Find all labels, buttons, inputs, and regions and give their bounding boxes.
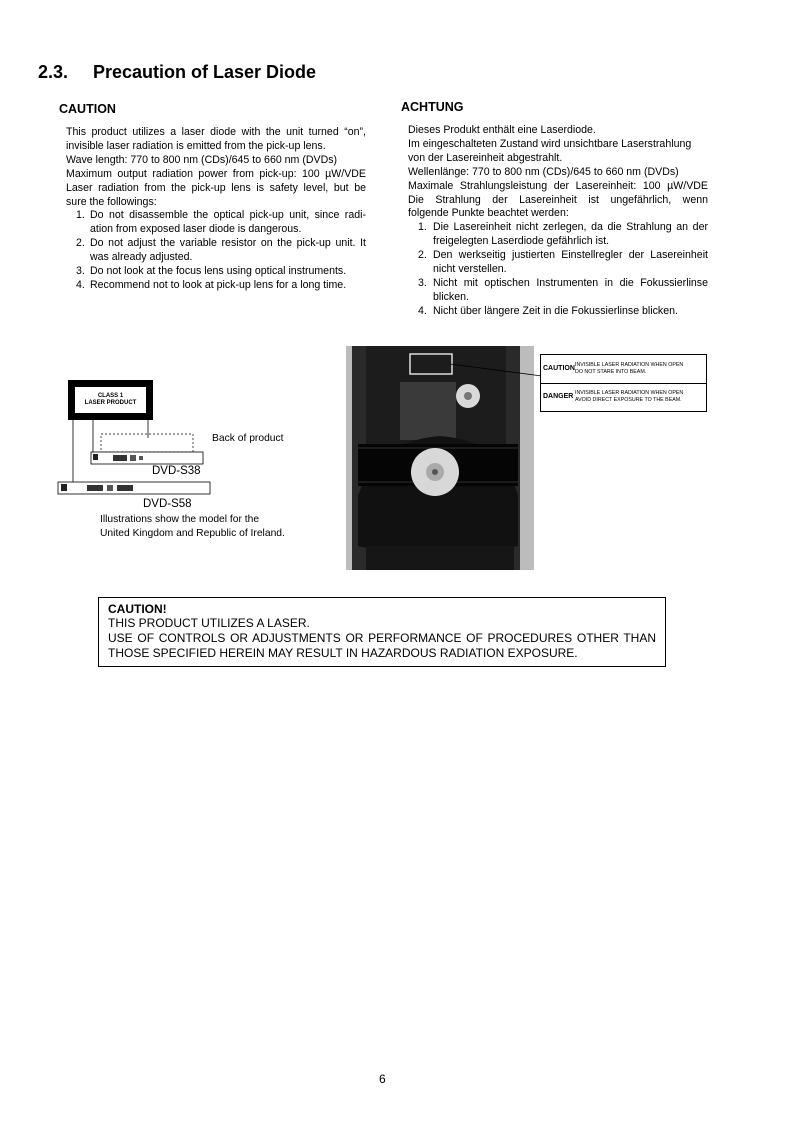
warning-key: DANGER <box>543 393 574 400</box>
warning-line: INVISIBLE LASER RADIATION WHEN OPEN <box>575 362 684 368</box>
label-leader-line <box>450 360 545 380</box>
item-number: 2. <box>418 249 427 262</box>
achtung-line: Die Strahlung der Lasereinheit ist ungefährlich, wenn <box>408 193 708 206</box>
achtung-line: folgende Punkte beachtet werden: <box>408 207 569 220</box>
achtung-line: von der Lasereinheit abgestrahlt. <box>408 151 563 164</box>
caution-line: Laser radiation from the pick-up lens is safety level, but be <box>66 181 366 194</box>
dvd-s38-body <box>91 452 203 464</box>
caution-heading: CAUTION <box>59 102 116 116</box>
model-label-s58: DVD-S58 <box>143 498 192 510</box>
caution-box-line: THOSE SPECIFIED HEREIN MAY RESULT IN HAZARDOUS RADIATION EXPOSURE. <box>108 646 578 660</box>
item-text: Do not adjust the variable resistor on the pick-up unit. It <box>90 237 366 250</box>
item-text: Nicht mit optischen Instrumenten in die Fokussierlinse <box>433 276 708 289</box>
warning-key: CAUTION <box>543 365 575 372</box>
caution-text-de <box>408 124 708 319</box>
item-number: 4. <box>418 304 427 317</box>
note-line: United Kingdom and Republic of Ireland. <box>100 527 285 539</box>
page-number: 6 <box>379 1072 386 1086</box>
label-line: LASER PRODUCT <box>84 400 137 406</box>
caution-text-en <box>66 126 366 293</box>
item-text: Den werkseitig justierten Einstellregler der Lasereinheit <box>433 249 708 262</box>
caution-box-line: USE OF CONTROLS OR ADJUSTMENTS OR PERFORMANCE OF PROCEDURES OTHER THAN <box>108 631 656 645</box>
item-text: Nicht über längere Zeit in die Fokussierlinse blicken. <box>433 304 678 317</box>
item-number: 4. <box>76 278 85 291</box>
achtung-line: Im eingeschalteten Zustand wird unsichtbare Laserstrahlung <box>408 137 692 150</box>
list-item <box>76 209 366 237</box>
warning-row-caution <box>541 355 706 384</box>
caution-line: invisible laser radiation is emitted from the pick-up lens. <box>66 139 326 152</box>
label-line: CLASS 1 <box>97 393 124 399</box>
caution-list-en <box>76 209 366 292</box>
item-number: 3. <box>76 265 85 278</box>
caution-notice-box <box>98 597 666 667</box>
achtung-line: Maximale Strahlungsleistung der Lasereinheit: 100 µW/VDE <box>408 179 708 192</box>
item-text: Do not look at the focus lens using optical instruments. <box>90 265 347 278</box>
item-text: Do not disassemble the optical pick-up unit, since radi- <box>90 209 366 222</box>
achtung-list-de <box>418 221 708 318</box>
caution-line: Wave length: 770 to 800 nm (CDs)/645 to 660 nm (DVDs) <box>66 153 338 166</box>
list-item <box>76 279 366 293</box>
warning-line: AVOID DIRECT EXPOSURE TO THE BEAM. <box>575 396 682 403</box>
item-text: Recommend not to look at pick-up lens for a long time. <box>90 278 347 291</box>
list-item <box>76 265 366 279</box>
caution-box-title: CAUTION! <box>108 602 167 616</box>
item-number: 1. <box>418 221 427 234</box>
warning-text <box>575 362 683 375</box>
item-text: nicht verstellen. <box>433 263 507 276</box>
list-item <box>418 277 708 305</box>
caution-line: Maximum output radiation power from pick-up: 100 µW/VDE <box>66 167 366 180</box>
section-title: Precaution of Laser Diode <box>93 62 317 82</box>
item-text: Die Lasereinheit nicht zerlegen, da die Strahlung an der <box>433 221 708 234</box>
warning-text <box>575 390 683 403</box>
item-text: blicken. <box>433 290 469 303</box>
caution-line: This product utilizes a laser diode with the unit turned “on”, <box>66 126 366 138</box>
achtung-line: Wellenlänge: 770 to 800 nm (CDs)/645 to 660 nm (DVDs) <box>408 165 679 178</box>
item-text: freigelegten Laserdiode gefährlich ist. <box>433 235 610 248</box>
item-number: 2. <box>76 237 85 250</box>
item-number: 3. <box>418 276 427 289</box>
model-label-s38: DVD-S38 <box>152 465 201 477</box>
laser-warning-label <box>540 354 707 412</box>
caution-line: sure the followings: <box>66 195 157 208</box>
achtung-line: Dieses Produkt enthält eine Laserdiode. <box>408 124 596 136</box>
list-item <box>418 221 708 249</box>
back-of-product-caption: Back of product <box>212 433 284 444</box>
warning-line: INVISIBLE LASER RADIATION WHEN OPEN <box>575 390 684 396</box>
caution-box-line: THIS PRODUCT UTILIZES A LASER. <box>108 616 310 630</box>
dvd-s58-body <box>58 482 210 494</box>
item-number: 1. <box>76 209 85 222</box>
achtung-heading: ACHTUNG <box>401 100 464 114</box>
list-item <box>418 305 708 319</box>
item-text: ation from exposed laser diode is dangerous. <box>90 223 302 236</box>
section-number: 2.3. <box>38 62 69 82</box>
warning-line: DO NOT STARE INTO BEAM. <box>575 368 647 375</box>
illustration-note <box>100 513 285 540</box>
list-item <box>76 237 366 265</box>
list-item <box>418 249 708 277</box>
laser-label-text <box>75 393 146 407</box>
item-text: was already adjusted. <box>90 251 193 264</box>
note-line: Illustrations show the model for the <box>100 514 260 525</box>
warning-row-danger <box>541 383 706 411</box>
